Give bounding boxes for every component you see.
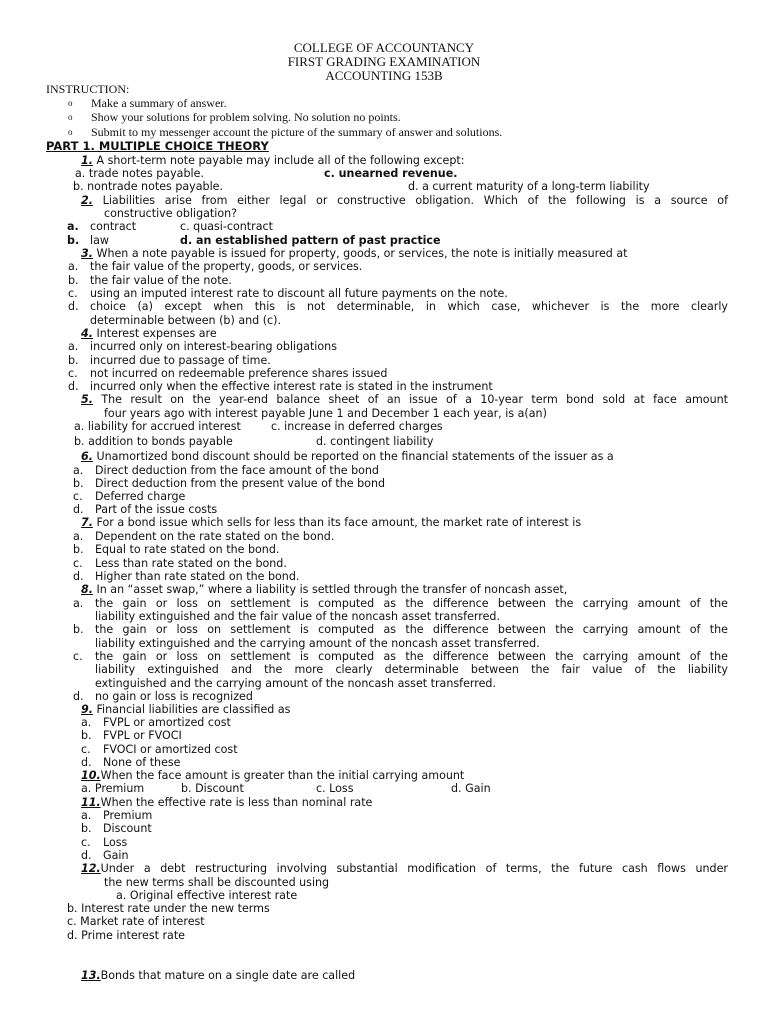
part1-title: PART 1. MULTIPLE CHOICE THEORY (46, 139, 269, 153)
q11-option-d-label: d. (81, 849, 92, 862)
q3-option-d: choice (a) except when this is not determinable, in which case, whichever is the more clearly (90, 300, 728, 313)
q8-option-b-cont: liability extinguished and the carrying amount of the noncash asset transferred. (95, 637, 540, 650)
q3-option-d-label: d. (68, 300, 79, 313)
q9-option-b: FVPL or FVOCI (103, 729, 182, 742)
q9-option-c: FVOCI or amortized cost (103, 743, 238, 756)
q11-option-b: Discount (103, 822, 152, 835)
q1-option-b: b. nontrade notes payable. (73, 180, 224, 193)
q4-option-a: incurred only on interest-bearing obligations (90, 340, 337, 353)
bullet-icon: o (68, 112, 73, 122)
q7-option-c-label: c. (73, 557, 83, 570)
q3-option-c: using an imputed interest rate to discount all future payments on the note. (90, 287, 508, 300)
question-8: 8. In an “asset swap,” where a liability is settled through the transfer of noncash asset, (81, 583, 568, 596)
question-number: 11. (81, 796, 101, 809)
q12-option-a: a. Original effective interest rate (116, 889, 298, 902)
q8-option-b-label: b. (73, 623, 84, 636)
question-9: 9. Financial liabilities are classified as (81, 703, 291, 716)
q3-option-d-cont: determinable between (b) and (c). (90, 314, 282, 327)
q5-option-c: c. increase in deferred charges (271, 420, 443, 433)
q12-option-b: b. Interest rate under the new terms (67, 902, 270, 915)
q6-option-d: Part of the issue costs (95, 503, 218, 516)
q9-option-a-label: a. (81, 716, 92, 729)
q8-option-d: no gain or loss is recognized (95, 690, 253, 703)
q7-option-b-label: b. (73, 543, 84, 556)
q1-option-c: c. unearned revenue. (324, 167, 458, 180)
q10-option-a: a. Premium (81, 782, 145, 795)
q3-option-b-label: b. (68, 274, 79, 287)
q2-option-b-label: b. (67, 234, 80, 247)
q11-option-b-label: b. (81, 822, 92, 835)
q4-option-c: not incurred on redeemable preference shares issued (90, 367, 388, 380)
exam-title: FIRST GRADING EXAMINATION (287, 54, 481, 69)
q7-option-b: Equal to rate stated on the bond. (95, 543, 280, 556)
q5-option-d: d. contingent liability (316, 435, 434, 448)
q9-option-d: None of these (103, 756, 181, 769)
bullet-icon: o (68, 98, 73, 108)
q12-option-c: c. Market rate of interest (67, 915, 205, 928)
question-number: 5. (81, 393, 93, 406)
q11-option-a: Premium (103, 809, 153, 822)
q8-option-c-cont: liability extinguished and the more clearly determinable between the fair value of the liability (95, 663, 728, 676)
question-5-cont: four years ago with interest payable June 1 and December 1 each year, is a(an) (104, 407, 547, 420)
question-13: 13.Bonds that mature on a single date are called (81, 969, 356, 982)
q11-option-d: Gain (103, 849, 129, 862)
q8-option-a-cont: liability extinguished and the fair value of the noncash asset transferred. (95, 610, 500, 623)
q9-option-a: FVPL or amortized cost (103, 716, 231, 729)
question-number: 7. (81, 516, 93, 529)
q8-option-a-label: a. (73, 597, 84, 610)
question-number: 4. (81, 327, 93, 340)
q6-option-c: Deferred charge (95, 490, 186, 503)
q8-option-a: the gain or loss on settlement is computed as the difference between the carrying amount of the (95, 597, 728, 610)
question-number: 6. (81, 450, 93, 463)
q4-option-b: incurred due to passage of time. (90, 354, 271, 367)
q6-option-a: Direct deduction from the face amount of the bond (95, 464, 379, 477)
question-1: 1. A short-term note payable may include all of the following except: (81, 154, 465, 167)
q12-option-d: d. Prime interest rate (67, 929, 186, 942)
college-title: COLLEGE OF ACCOUNTANCY (293, 40, 475, 55)
q7-option-c: Less than rate stated on the bond. (95, 557, 287, 570)
q1-option-a: a. trade notes payable. (75, 167, 204, 180)
q4-option-d: incurred only when the effective interest rate is stated in the instrument (90, 380, 493, 393)
question-6: 6. Unamortized bond discount should be reported on the financial statements of the issuer as a (81, 450, 614, 463)
question-number: 1. (81, 154, 93, 167)
q3-option-b: the fair value of the note. (90, 274, 232, 287)
q3-option-c-label: c. (68, 287, 78, 300)
instruction-item-2: Show your solutions for problem solving. No solution no points. (91, 110, 401, 124)
question-11: 11.When the effective rate is less than nominal rate (81, 796, 373, 809)
q11-option-c: Loss (103, 836, 128, 849)
q3-option-a-label: a. (68, 260, 79, 273)
question-2: 2. Liabilities arise from either legal or constructive obligation. Which of the following is a source of (81, 194, 728, 207)
q4-option-d-label: d. (68, 380, 79, 393)
q8-option-c-label: c. (73, 650, 83, 663)
question-7: 7. For a bond issue which sells for less than its face amount, the market rate of interest is (81, 516, 582, 529)
q6-option-a-label: a. (73, 464, 84, 477)
question-2-cont: constructive obligation? (104, 207, 238, 220)
q5-option-a: a. liability for accrued interest (74, 420, 241, 433)
bullet-icon: o (68, 127, 73, 137)
q10-option-c: c. Loss (316, 782, 354, 795)
q5-option-b: b. addition to bonds payable (74, 435, 233, 448)
q2-option-d: d. an established pattern of past practice (180, 234, 441, 247)
question-12-cont: the new terms shall be discounted using (104, 876, 330, 889)
q8-option-b: the gain or loss on settlement is computed as the difference between the carrying amount of the (95, 623, 728, 636)
q7-option-a: Dependent on the rate stated on the bond. (95, 530, 335, 543)
question-12: 12.Under a debt restructuring involving substantial modification of terms, the future cash flows under (81, 862, 728, 875)
question-3: 3. When a note payable is issued for property, goods, or services, the note is initially measured at (81, 247, 628, 260)
question-number: 3. (81, 247, 93, 260)
q10-option-d: d. Gain (451, 782, 491, 795)
q6-option-c-label: c. (73, 490, 83, 503)
instruction-item-3: Submit to my messenger account the picture of the summary of answer and solutions. (91, 125, 503, 139)
q2-option-a-label: a. (67, 220, 79, 233)
q2-option-a: contract (90, 220, 137, 233)
question-4: 4. Interest expenses are (81, 327, 217, 340)
q11-option-a-label: a. (81, 809, 92, 822)
question-10: 10.When the face amount is greater than the initial carrying amount (81, 769, 465, 782)
course-title: ACCOUNTING 153B (325, 68, 443, 83)
q8-option-d-label: d. (73, 690, 84, 703)
q9-option-c-label: c. (81, 743, 91, 756)
question-number: 10. (81, 769, 101, 782)
q9-option-d-label: d. (81, 756, 92, 769)
question-number: 13. (81, 969, 101, 982)
question-number: 2. (81, 194, 93, 207)
q8-option-c: the gain or loss on settlement is computed as the difference between the carrying amount of the (95, 650, 728, 663)
q2-option-c: c. quasi-contract (180, 220, 273, 233)
q7-option-d: Higher than rate stated on the bond. (95, 570, 300, 583)
q6-option-d-label: d. (73, 503, 84, 516)
q11-option-c-label: c. (81, 836, 91, 849)
q8-option-c-cont2: extinguished and the carrying amount of the noncash asset transferred. (95, 677, 496, 690)
question-5: 5. The result on the year-end balance sheet of an issue of a 10-year term bond sold at face amount (81, 393, 728, 406)
q4-option-c-label: c. (68, 367, 78, 380)
question-number: 12. (81, 862, 101, 875)
instruction-item-1: Make a summary of answer. (91, 96, 227, 110)
q6-option-b: Direct deduction from the present value of the bond (95, 477, 386, 490)
q1-option-d: d. a current maturity of a long-term liability (408, 180, 650, 193)
question-number: 8. (81, 583, 93, 596)
q10-option-b: b. Discount (181, 782, 244, 795)
q4-option-b-label: b. (68, 354, 79, 367)
q9-option-b-label: b. (81, 729, 92, 742)
q4-option-a-label: a. (68, 340, 79, 353)
q2-option-b: law (90, 234, 109, 247)
question-number: 9. (81, 703, 93, 716)
instruction-label: INSTRUCTION: (46, 82, 130, 96)
q7-option-a-label: a. (73, 530, 84, 543)
q6-option-b-label: b. (73, 477, 84, 490)
q7-option-d-label: d. (73, 570, 84, 583)
q3-option-a: the fair value of the property, goods, or services. (90, 260, 363, 273)
